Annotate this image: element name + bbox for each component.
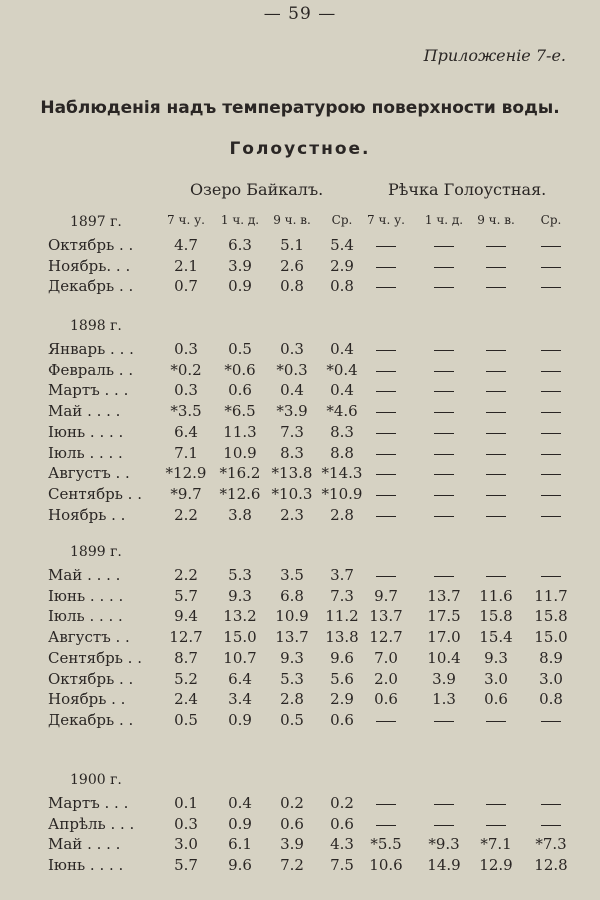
month-label: Іюнь . . . .	[48, 422, 124, 441]
empty-dash	[376, 576, 396, 577]
temperature-cell: 3.9	[280, 835, 304, 854]
column-header: Ср.	[331, 213, 353, 227]
empty-dash	[434, 454, 454, 455]
month-label: Май . . . .	[48, 566, 121, 584]
temperature-cell: 2.2	[174, 566, 198, 584]
month-label: Мартъ . . .	[48, 794, 129, 812]
section-year: 1898 г.	[70, 318, 122, 334]
empty-dash	[434, 371, 454, 372]
month-label: Сентябрь . .	[48, 484, 142, 503]
empty-dash	[486, 391, 506, 392]
temperature-cell: 9.4	[174, 607, 198, 626]
temperature-cell: 0.3	[174, 381, 198, 400]
empty-dash	[486, 246, 506, 247]
temperature-cell: 3.9	[432, 669, 456, 688]
temperature-cell: 7.0	[374, 648, 398, 667]
temperature-cell: 8.8	[330, 443, 354, 462]
temperature-cell: 5.4	[330, 236, 354, 254]
temperature-cell: 5.3	[228, 566, 252, 584]
empty-dash	[434, 721, 454, 722]
temperature-cell: 9.6	[228, 856, 252, 875]
empty-dash	[541, 412, 561, 413]
temperature-cell: 0.9	[228, 814, 252, 833]
table-row	[0, 856, 600, 877]
empty-dash	[434, 433, 454, 434]
column-header: 7 ч. у.	[167, 213, 205, 227]
table-row	[0, 794, 600, 815]
empty-dash	[486, 350, 506, 351]
temperature-cell: 8.3	[330, 422, 354, 441]
temperature-cell: 17.0	[427, 628, 461, 647]
temperature-cell: 0.6	[374, 690, 398, 709]
column-header: 9 ч. в.	[273, 213, 311, 227]
temperature-cell: 2.2	[174, 505, 198, 524]
month-label: Ноябрь . .	[48, 505, 126, 524]
temperature-cell: 11.7	[534, 586, 568, 605]
month-label: Декабрь . .	[48, 277, 134, 296]
month-label: Ноябрь. . .	[48, 256, 131, 275]
month-label: Сентябрь . .	[48, 648, 142, 667]
temperature-cell: 0.6	[330, 814, 354, 833]
temperature-cell: 3.0	[484, 669, 508, 688]
month-label: Апрѣль . . .	[48, 814, 135, 833]
empty-dash	[541, 495, 561, 496]
temperature-cell: 9.3	[280, 648, 304, 667]
empty-dash	[541, 267, 561, 268]
empty-dash	[376, 804, 396, 805]
appendix-label: Приложеніе 7-е.	[423, 46, 566, 65]
empty-dash	[541, 391, 561, 392]
section-year: 1897 г.	[70, 214, 122, 230]
empty-dash	[376, 412, 396, 413]
temperature-cell: 6.3	[228, 236, 252, 254]
empty-dash	[541, 576, 561, 577]
month-label: Октябрь . .	[48, 236, 134, 254]
temperature-cell: 2.8	[280, 690, 304, 709]
empty-dash	[376, 391, 396, 392]
temperature-cell: 0.3	[174, 340, 198, 358]
temperature-cell: 2.3	[280, 505, 304, 524]
table-row	[0, 506, 600, 527]
table-row	[0, 340, 600, 361]
month-label: Іюль . . . .	[48, 607, 123, 626]
temperature-cell: *12.6	[219, 484, 261, 503]
empty-dash	[376, 825, 396, 826]
month-label: Февраль . .	[48, 360, 134, 379]
column-header: Ср.	[540, 213, 562, 227]
empty-dash	[376, 495, 396, 496]
empty-dash	[541, 287, 561, 288]
table-row	[0, 236, 600, 257]
temperature-cell: 6.8	[280, 586, 304, 605]
empty-dash	[376, 287, 396, 288]
temperature-cell: *16.2	[219, 464, 261, 483]
table-row	[0, 670, 600, 691]
month-label: Май . . . .	[48, 402, 121, 421]
empty-dash	[486, 371, 506, 372]
empty-dash	[376, 371, 396, 372]
temperature-cell: *13.8	[271, 464, 313, 483]
table-row	[0, 277, 600, 298]
page-title: Наблюденія надъ температурою поверхности воды.	[40, 98, 560, 118]
temperature-cell: 1.3	[432, 690, 456, 709]
empty-dash	[376, 454, 396, 455]
temperature-cell: *10.9	[321, 484, 363, 503]
temperature-cell: 12.7	[369, 628, 403, 647]
temperature-cell: 0.8	[330, 277, 354, 296]
temperature-cell: *3.9	[276, 402, 308, 421]
empty-dash	[376, 350, 396, 351]
temperature-cell: 3.7	[330, 566, 354, 584]
empty-dash	[486, 495, 506, 496]
month-label: Іюнь . . . .	[48, 586, 124, 605]
column-header: 1 ч. д.	[220, 213, 260, 227]
empty-dash	[434, 495, 454, 496]
empty-dash	[434, 576, 454, 577]
temperature-cell: 10.9	[223, 443, 257, 462]
temperature-cell: 5.6	[330, 669, 354, 688]
empty-dash	[486, 576, 506, 577]
temperature-cell: 6.1	[228, 835, 252, 854]
table-row	[0, 835, 600, 856]
empty-dash	[376, 267, 396, 268]
temperature-cell: 8.9	[539, 648, 563, 667]
temperature-cell: 3.0	[539, 669, 563, 688]
temperature-cell: 11.2	[325, 607, 359, 626]
empty-dash	[434, 516, 454, 517]
empty-dash	[376, 516, 396, 517]
table-row	[0, 257, 600, 278]
month-label: Іюль . . . .	[48, 443, 123, 462]
empty-dash	[486, 454, 506, 455]
empty-dash	[541, 825, 561, 826]
temperature-cell: 10.4	[427, 648, 461, 667]
month-label: Январь . . .	[48, 340, 134, 358]
temperature-cell: 0.9	[228, 710, 252, 729]
empty-dash	[434, 412, 454, 413]
table-row	[0, 690, 600, 711]
empty-dash	[376, 433, 396, 434]
temperature-cell: 0.3	[174, 814, 198, 833]
empty-dash	[486, 287, 506, 288]
temperature-cell: 12.7	[169, 628, 203, 647]
table-row	[0, 587, 600, 608]
temperature-cell: 15.8	[479, 607, 513, 626]
empty-dash	[434, 825, 454, 826]
temperature-cell: 10.7	[223, 648, 257, 667]
empty-dash	[486, 804, 506, 805]
page-subtitle: Голоустное.	[229, 139, 371, 159]
table-row	[0, 381, 600, 402]
temperature-cell: 12.8	[534, 856, 568, 875]
empty-dash	[541, 350, 561, 351]
empty-dash	[541, 433, 561, 434]
temperature-cell: 8.7	[174, 648, 198, 667]
month-label: Іюнь . . . .	[48, 856, 124, 875]
temperature-cell: 0.8	[280, 277, 304, 296]
temperature-cell: *7.3	[535, 835, 567, 854]
empty-dash	[486, 474, 506, 475]
group-header-river: Рѣчка Голоустная.	[388, 180, 547, 199]
empty-dash	[376, 474, 396, 475]
table-row	[0, 444, 600, 465]
column-header: 9 ч. в.	[477, 213, 515, 227]
empty-dash	[376, 721, 396, 722]
temperature-cell: 2.8	[330, 505, 354, 524]
empty-dash	[434, 246, 454, 247]
temperature-cell: 2.6	[280, 256, 304, 275]
empty-dash	[541, 474, 561, 475]
temperature-cell: *4.6	[326, 402, 358, 421]
table-row	[0, 402, 600, 423]
empty-dash	[541, 516, 561, 517]
empty-dash	[434, 287, 454, 288]
month-label: Декабрь . .	[48, 710, 134, 729]
temperature-cell: 3.9	[228, 256, 252, 275]
temperature-cell: 15.0	[534, 628, 568, 647]
empty-dash	[434, 474, 454, 475]
temperature-cell: 10.6	[369, 856, 403, 875]
temperature-cell: 0.2	[330, 794, 354, 812]
table-row	[0, 628, 600, 649]
temperature-cell: 2.1	[174, 256, 198, 275]
temperature-cell: 5.1	[280, 236, 304, 254]
empty-dash	[486, 267, 506, 268]
empty-dash	[434, 391, 454, 392]
temperature-cell: *14.3	[321, 464, 363, 483]
table-row	[0, 361, 600, 382]
temperature-cell: *5.5	[370, 835, 402, 854]
temperature-cell: *0.4	[326, 360, 358, 379]
temperature-cell: *6.5	[224, 402, 256, 421]
temperature-cell: 0.1	[174, 794, 198, 812]
temperature-cell: 0.3	[280, 340, 304, 358]
temperature-cell: 0.4	[330, 340, 354, 358]
group-header-lake: Озеро Байкалъ.	[190, 180, 324, 199]
temperature-cell: 7.2	[280, 856, 304, 875]
temperature-cell: 11.6	[479, 586, 513, 605]
temperature-cell: *0.6	[224, 360, 256, 379]
temperature-cell: 0.5	[228, 340, 252, 358]
temperature-cell: 7.3	[280, 422, 304, 441]
empty-dash	[486, 412, 506, 413]
empty-dash	[434, 350, 454, 351]
column-header: 1 ч. д.	[424, 213, 464, 227]
temperature-cell: 0.4	[228, 794, 252, 812]
temperature-cell: 5.2	[174, 669, 198, 688]
temperature-cell: 9.3	[484, 648, 508, 667]
table-row	[0, 815, 600, 836]
empty-dash	[376, 246, 396, 247]
temperature-cell: *12.9	[165, 464, 207, 483]
temperature-cell: 0.5	[174, 710, 198, 729]
temperature-cell: 10.9	[275, 607, 309, 626]
temperature-cell: 13.7	[369, 607, 403, 626]
temperature-cell: 15.4	[479, 628, 513, 647]
temperature-cell: 0.6	[330, 710, 354, 729]
empty-dash	[541, 721, 561, 722]
table-row	[0, 485, 600, 506]
temperature-cell: 9.6	[330, 648, 354, 667]
temperature-cell: 6.4	[174, 422, 198, 441]
table-row	[0, 464, 600, 485]
page-number: — 59 —	[263, 4, 337, 24]
table-row	[0, 566, 600, 587]
temperature-cell: 2.9	[330, 690, 354, 709]
section-year: 1900 г.	[70, 772, 122, 788]
temperature-cell: 12.9	[479, 856, 513, 875]
temperature-cell: 7.5	[330, 856, 354, 875]
temperature-cell: 17.5	[427, 607, 461, 626]
empty-dash	[541, 804, 561, 805]
temperature-cell: 0.7	[174, 277, 198, 296]
temperature-cell: 9.3	[228, 586, 252, 605]
empty-dash	[486, 433, 506, 434]
temperature-cell: 0.6	[228, 381, 252, 400]
temperature-cell: 2.4	[174, 690, 198, 709]
temperature-cell: 13.2	[223, 607, 257, 626]
temperature-cell: *9.7	[170, 484, 202, 503]
empty-dash	[434, 267, 454, 268]
temperature-cell: 3.4	[228, 690, 252, 709]
temperature-cell: *9.3	[428, 835, 460, 854]
month-label: Ноябрь . .	[48, 690, 126, 709]
section-year: 1899 г.	[70, 544, 122, 560]
empty-dash	[541, 454, 561, 455]
temperature-cell: *3.5	[170, 402, 202, 421]
empty-dash	[541, 246, 561, 247]
table-row	[0, 711, 600, 732]
month-label: Май . . . .	[48, 835, 121, 854]
temperature-cell: 7.3	[330, 586, 354, 605]
temperature-cell: 3.5	[280, 566, 304, 584]
temperature-cell: 2.9	[330, 256, 354, 275]
empty-dash	[541, 371, 561, 372]
temperature-cell: 0.2	[280, 794, 304, 812]
empty-dash	[486, 516, 506, 517]
month-label: Августъ . .	[48, 628, 130, 647]
month-label: Мартъ . . .	[48, 381, 129, 400]
temperature-cell: 0.8	[539, 690, 563, 709]
temperature-cell: *0.2	[170, 360, 202, 379]
temperature-cell: 7.1	[174, 443, 198, 462]
temperature-cell: 3.0	[174, 835, 198, 854]
temperature-cell: 13.8	[325, 628, 359, 647]
temperature-cell: 15.0	[223, 628, 257, 647]
temperature-cell: 5.7	[174, 586, 198, 605]
temperature-cell: 3.8	[228, 505, 252, 524]
table-row	[0, 423, 600, 444]
empty-dash	[486, 825, 506, 826]
temperature-cell: 4.7	[174, 236, 198, 254]
temperature-cell: 0.9	[228, 277, 252, 296]
empty-dash	[434, 804, 454, 805]
temperature-cell: 6.4	[228, 669, 252, 688]
temperature-cell: *10.3	[271, 484, 313, 503]
temperature-cell: 0.5	[280, 710, 304, 729]
month-label: Августъ . .	[48, 464, 130, 483]
temperature-cell: 14.9	[427, 856, 461, 875]
temperature-cell: 0.6	[280, 814, 304, 833]
temperature-cell: 13.7	[275, 628, 309, 647]
column-header: 7 ч. у.	[367, 213, 405, 227]
temperature-cell: 13.7	[427, 586, 461, 605]
temperature-cell: 0.4	[280, 381, 304, 400]
temperature-cell: 5.7	[174, 856, 198, 875]
month-label: Октябрь . .	[48, 669, 134, 688]
temperature-cell: 8.3	[280, 443, 304, 462]
temperature-cell: 0.6	[484, 690, 508, 709]
temperature-cell: 4.3	[330, 835, 354, 854]
table-row	[0, 607, 600, 628]
empty-dash	[486, 721, 506, 722]
temperature-cell: 5.3	[280, 669, 304, 688]
table-row	[0, 649, 600, 670]
temperature-cell: 15.8	[534, 607, 568, 626]
temperature-cell: *7.1	[480, 835, 512, 854]
temperature-cell: *0.3	[276, 360, 308, 379]
temperature-cell: 2.0	[374, 669, 398, 688]
temperature-cell: 11.3	[223, 422, 257, 441]
temperature-cell: 0.4	[330, 381, 354, 400]
temperature-cell: 9.7	[374, 586, 398, 605]
